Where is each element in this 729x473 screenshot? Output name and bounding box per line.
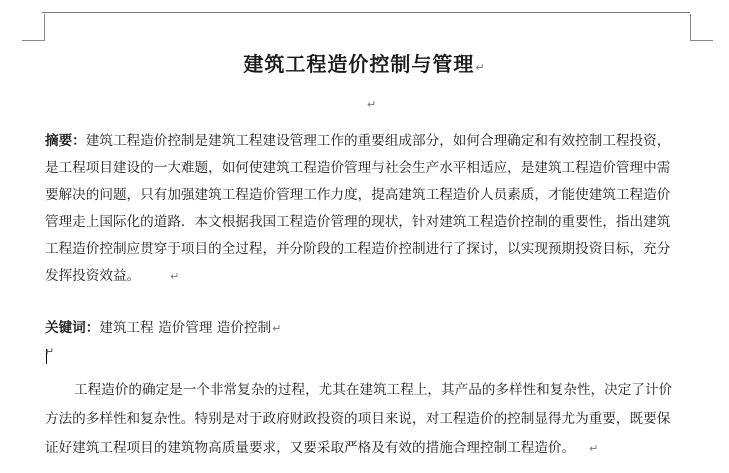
abstract-line: 工程造价控制应贯穿于项目的全过程，并分阶段的工程造价控制进行了探讨，以实现预期投资目标，充分 — [45, 241, 671, 257]
empty-paragraph-mark: ↵ — [45, 345, 55, 358]
abstract-label: 摘要： — [45, 133, 86, 149]
body-line — [45, 434, 697, 463]
abstract-line: 管理走上国际化的道路．本文根据我国工程造价管理的现状，针对建筑工程造价控制的重要性，指出建筑 — [45, 214, 671, 230]
paragraph-mark: ↵ — [475, 61, 486, 74]
body-line: 方法的多样性和复杂性。特别是对于政府财政投资的项目来说，对工程造价的控制显得尤为重要，既要保 — [45, 411, 671, 427]
keywords-value: 建筑工程 造价管理 造价控制 — [99, 320, 272, 336]
abstract-text: 发挥投资效益。 — [45, 268, 141, 284]
keywords-paragraph[interactable] — [45, 316, 281, 336]
body-line: 工程造价的确定是一个非常复杂的过程，尤其在建筑工程上，其产品的多样性和复杂性，决定了计价 — [74, 382, 673, 398]
body-paragraph[interactable] — [45, 376, 697, 463]
keywords-label: 关键词： — [45, 320, 100, 336]
body-text: 证好建筑工程项目的建筑物高质量要求，又要采取严格及有效的措施合理控制工程造价。 — [45, 440, 576, 456]
document-title[interactable] — [0, 48, 729, 77]
crop-mark-top-left — [22, 14, 45, 41]
crop-mark-top-right — [690, 14, 713, 41]
abstract-line — [45, 128, 697, 155]
paragraph-mark: ↵ — [170, 270, 180, 283]
abstract-line: 是工程项目建设的一大难题，如何使建筑工程造价管理与社会生产水平相适应，是建筑工程造价管理中需 — [45, 160, 671, 176]
abstract-line: 要解决的问题，只有加强建筑工程造价管理工作力度，提高建筑工程造价人员素质，才能使建筑工程造价 — [45, 187, 671, 203]
paragraph-mark: ↵ — [589, 442, 599, 455]
page-top-edge — [42, 12, 690, 13]
title-text: 建筑工程造价控制与管理 — [243, 52, 475, 76]
abstract-text: 建筑工程造价控制是建筑工程建设管理工作的重要组成部分，如何合理确定和有效控制工程投资， — [85, 133, 671, 149]
paragraph-mark: ↵ — [272, 322, 282, 335]
empty-paragraph-mark: ↵ — [367, 98, 377, 111]
abstract-line — [45, 263, 697, 290]
abstract-paragraph[interactable] — [45, 128, 697, 290]
